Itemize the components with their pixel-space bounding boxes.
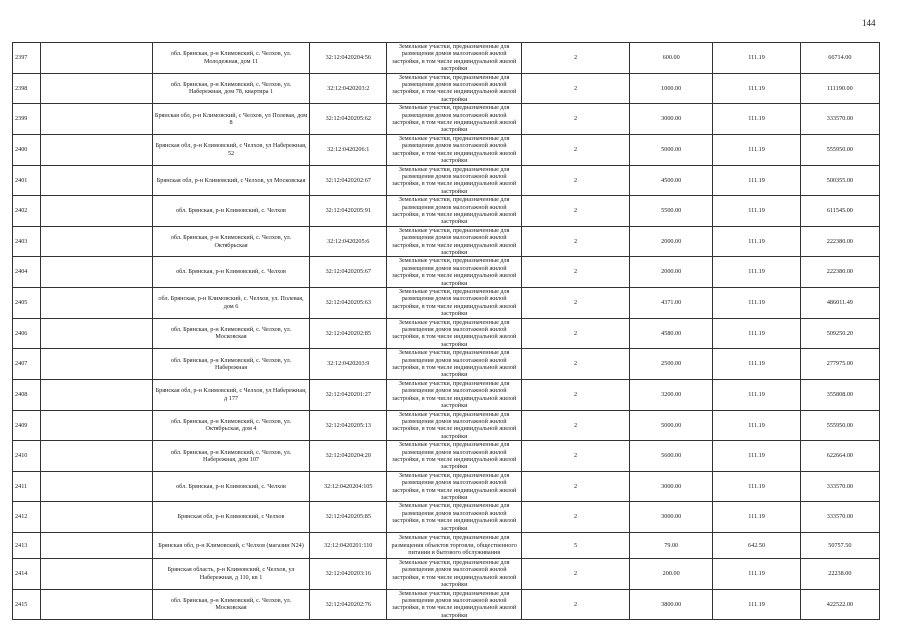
area-cell: 3000.00 (630, 502, 713, 533)
cadastral-number-cell: 32:12:0420205:63 (310, 288, 387, 319)
empty-cell (40, 43, 152, 74)
specific-value-cell: 111.19 (713, 73, 800, 104)
area-cell: 79.00 (630, 533, 713, 559)
cadastral-number-cell: 32:12:0420205:6 (310, 226, 387, 257)
area-cell: 5000.00 (630, 134, 713, 165)
empty-cell (40, 226, 152, 257)
cadastral-value-cell: 277975.00 (800, 349, 879, 380)
land-use-cell: Земельные участки, предназначенные для размещения домов малоэтажной жилой застройки, в том числе индивидуальной жилой застройки (387, 165, 522, 196)
address-cell: обл. Брянская, р-н Климовский, с. Челхов, ул. Московская (152, 318, 309, 349)
cadastral-value-cell: 509250.20 (800, 318, 879, 349)
area-cell: 4371.00 (630, 288, 713, 319)
row-number-cell: 2404 (13, 257, 41, 288)
row-number-cell: 2397 (13, 43, 41, 74)
cadastral-number-cell: 32:12:0420204:105 (310, 471, 387, 502)
area-cell: 4500.00 (630, 165, 713, 196)
specific-value-cell: 111.19 (713, 104, 800, 135)
land-use-cell: Земельные участки, предназначенные для размещения домов малоэтажной жилой застройки, в том числе индивидуальной жилой застройки (387, 559, 522, 590)
land-use-cell: Земельные участки, предназначенные для размещения домов малоэтажной жилой застройки, в том числе индивидуальной жилой застройки (387, 589, 522, 620)
area-cell: 3200.00 (630, 379, 713, 410)
use-group-cell: 2 (522, 196, 630, 227)
use-group-cell: 2 (522, 288, 630, 319)
empty-cell (40, 502, 152, 533)
address-cell: обл. Брянская, р-н Климовский, с. Челхов, ул. Набережная (152, 349, 309, 380)
address-cell: Брянская обл, р-н Климовский, с Челхов (152, 502, 309, 533)
row-number-cell: 2410 (13, 441, 41, 472)
row-number-cell: 2401 (13, 165, 41, 196)
cadastral-number-cell: 32:12:0420205:67 (310, 257, 387, 288)
empty-cell (40, 589, 152, 620)
land-use-cell: Земельные участки, предназначенные для размещения домов малоэтажной жилой застройки, в том числе индивидуальной жилой застройки (387, 196, 522, 227)
use-group-cell: 2 (522, 134, 630, 165)
address-cell: обл. Брянская, р-н Климовский, с. Челхов, ул. Молодежная, дом 11 (152, 43, 309, 74)
address-cell: обл. Брянская, р-н Климовский, с. Челхов, ул. Набережная, дом 107 (152, 441, 309, 472)
specific-value-cell: 642.50 (713, 533, 800, 559)
cadastral-number-cell: 32:12:0420205:85 (310, 502, 387, 533)
table-body (13, 43, 880, 620)
land-use-cell: Земельные участки, предназначенные для размещения домов малоэтажной жилой застройки, в том числе индивидуальной жилой застройки (387, 104, 522, 135)
cadastral-value-cell: 333570.00 (800, 502, 879, 533)
area-cell: 5600.00 (630, 441, 713, 472)
land-use-cell: Земельные участки, предназначенные для размещения домов малоэтажной жилой застройки, в том числе индивидуальной жилой застройки (387, 318, 522, 349)
table-row (13, 196, 880, 227)
row-number-cell: 2414 (13, 559, 41, 590)
address-cell: обл. Брянская, р-н Климовский, с. Челхов, ул. Октябрьская (152, 226, 309, 257)
cadastral-value-cell: 422522.00 (800, 589, 879, 620)
row-number-cell: 2406 (13, 318, 41, 349)
address-cell: обл. Брянская, р-н Климовский, с. Челхов, ул. Набережная, дом 78, квартира 1 (152, 73, 309, 104)
specific-value-cell: 111.19 (713, 589, 800, 620)
row-number-cell: 2413 (13, 533, 41, 559)
use-group-cell: 2 (522, 226, 630, 257)
address-cell: Брянская обл, р-н Климовский, с Челхов (магазин N24) (152, 533, 309, 559)
cadastral-value-cell: 486011.49 (800, 288, 879, 319)
cadastral-value-cell: 111190.00 (800, 73, 879, 104)
empty-cell (40, 318, 152, 349)
use-group-cell: 5 (522, 533, 630, 559)
land-use-cell: Земельные участки, предназначенные для размещения домов малоэтажной жилой застройки, в том числе индивидуальной жилой застройки (387, 226, 522, 257)
row-number-cell: 2402 (13, 196, 41, 227)
table-row (13, 43, 880, 74)
table-row (13, 589, 880, 620)
use-group-cell: 2 (522, 318, 630, 349)
area-cell: 2000.00 (630, 257, 713, 288)
empty-cell (40, 441, 152, 472)
specific-value-cell: 111.19 (713, 379, 800, 410)
row-number-cell: 2412 (13, 502, 41, 533)
cadastral-number-cell: 32:12:0420206:1 (310, 134, 387, 165)
specific-value-cell: 111.19 (713, 165, 800, 196)
area-cell: 5000.00 (630, 410, 713, 441)
area-cell: 3800.00 (630, 589, 713, 620)
cadastral-value-cell: 555950.00 (800, 410, 879, 441)
row-number-cell: 2411 (13, 471, 41, 502)
cadastral-value-cell: 622664.00 (800, 441, 879, 472)
table-row (13, 104, 880, 135)
table-row (13, 226, 880, 257)
cadastral-value-cell: 66714.00 (800, 43, 879, 74)
table-row (13, 349, 880, 380)
row-number-cell: 2399 (13, 104, 41, 135)
use-group-cell: 2 (522, 410, 630, 441)
row-number-cell: 2400 (13, 134, 41, 165)
table-row (13, 318, 880, 349)
use-group-cell: 2 (522, 165, 630, 196)
empty-cell (40, 379, 152, 410)
empty-cell (40, 471, 152, 502)
area-cell: 2500.00 (630, 349, 713, 380)
table-row (13, 559, 880, 590)
empty-cell (40, 104, 152, 135)
cadastral-number-cell: 32:12:0420205:13 (310, 410, 387, 441)
land-use-cell: Земельные участки, предназначенные для размещения домов малоэтажной жилой застройки, в том числе индивидуальной жилой застройки (387, 288, 522, 319)
cadastral-number-cell: 32:12:0420204:20 (310, 441, 387, 472)
specific-value-cell: 111.19 (713, 559, 800, 590)
use-group-cell: 2 (522, 589, 630, 620)
cadastral-number-cell: 32:12:0420203:16 (310, 559, 387, 590)
cadastral-number-cell: 32:12:0420204:56 (310, 43, 387, 74)
cadastral-number-cell: 32:12:0420203:9 (310, 349, 387, 380)
land-use-cell: Земельные участки, предназначенные для размещения домов малоэтажной жилой застройки, в том числе индивидуальной жилой застройки (387, 349, 522, 380)
use-group-cell: 2 (522, 471, 630, 502)
address-cell: Брянская обл, р-н Климовский, с Челхов, ул Набережная, 52 (152, 134, 309, 165)
cadastral-number-cell: 32:12:0420201:27 (310, 379, 387, 410)
empty-cell (40, 349, 152, 380)
land-use-cell: Земельные участки, предназначенные для размещения домов малоэтажной жилой застройки, в том числе индивидуальной жилой застройки (387, 134, 522, 165)
empty-cell (40, 134, 152, 165)
specific-value-cell: 111.19 (713, 471, 800, 502)
empty-cell (40, 288, 152, 319)
use-group-cell: 2 (522, 502, 630, 533)
empty-cell (40, 410, 152, 441)
land-use-cell: Земельные участки, предназначенные для размещения объектов торговли, общественного питания и бытового обслуживания (387, 533, 522, 559)
table-row (13, 134, 880, 165)
table-row (13, 165, 880, 196)
cadastral-number-cell: 32:12:0420202:67 (310, 165, 387, 196)
address-cell: обл. Брянская, р-н Климовский, с. Челхов, ул. Московская (152, 589, 309, 620)
cadastral-number-cell: 32:12:0420205:62 (310, 104, 387, 135)
specific-value-cell: 111.19 (713, 349, 800, 380)
use-group-cell: 2 (522, 441, 630, 472)
area-cell: 2000.00 (630, 226, 713, 257)
specific-value-cell: 111.19 (713, 43, 800, 74)
table-row (13, 502, 880, 533)
use-group-cell: 2 (522, 349, 630, 380)
specific-value-cell: 111.19 (713, 257, 800, 288)
empty-cell (40, 533, 152, 559)
cadastral-number-cell: 32:12:0420201:110 (310, 533, 387, 559)
use-group-cell: 2 (522, 257, 630, 288)
specific-value-cell: 111.19 (713, 410, 800, 441)
cadastral-number-cell: 32:12:0420202:85 (310, 318, 387, 349)
use-group-cell: 2 (522, 43, 630, 74)
row-number-cell: 2408 (13, 379, 41, 410)
cadastral-value-cell: 555950.00 (800, 134, 879, 165)
cadastral-value-cell: 222380.00 (800, 257, 879, 288)
area-cell: 3000.00 (630, 104, 713, 135)
address-cell: обл. Брянская, р-н Климовский, с. Челхов (152, 257, 309, 288)
cadastral-number-cell: 32:12:0420203:2 (310, 73, 387, 104)
cadastral-value-cell: 333570.00 (800, 104, 879, 135)
cadastral-value-cell: 333570.00 (800, 471, 879, 502)
use-group-cell: 2 (522, 379, 630, 410)
row-number-cell: 2407 (13, 349, 41, 380)
land-use-cell: Земельные участки, предназначенные для размещения домов малоэтажной жилой застройки, в том числе индивидуальной жилой застройки (387, 73, 522, 104)
table-row (13, 533, 880, 559)
cadastral-value-cell: 50757.50 (800, 533, 879, 559)
row-number-cell: 2403 (13, 226, 41, 257)
use-group-cell: 2 (522, 104, 630, 135)
empty-cell (40, 257, 152, 288)
address-cell: Брянская область, р-н Климовский, с Челхов, ул Набережная, д 110, кв 1 (152, 559, 309, 590)
row-number-cell: 2398 (13, 73, 41, 104)
specific-value-cell: 111.19 (713, 318, 800, 349)
cadastral-number-cell: 32:12:0420202:76 (310, 589, 387, 620)
area-cell: 4580.00 (630, 318, 713, 349)
cadastral-value-cell: 222380.00 (800, 226, 879, 257)
land-use-cell: Земельные участки, предназначенные для размещения домов малоэтажной жилой застройки, в том числе индивидуальной жилой застройки (387, 410, 522, 441)
empty-cell (40, 559, 152, 590)
specific-value-cell: 111.19 (713, 441, 800, 472)
use-group-cell: 2 (522, 559, 630, 590)
table-row (13, 288, 880, 319)
land-use-cell: Земельные участки, предназначенные для размещения домов малоэтажной жилой застройки, в том числе индивидуальной жилой застройки (387, 43, 522, 74)
row-number-cell: 2409 (13, 410, 41, 441)
land-use-cell: Земельные участки, предназначенные для размещения домов малоэтажной жилой застройки, в том числе индивидуальной жилой застройки (387, 379, 522, 410)
cadastral-value-cell: 611545.00 (800, 196, 879, 227)
land-use-cell: Земельные участки, предназначенные для размещения домов малоэтажной жилой застройки, в том числе индивидуальной жилой застройки (387, 441, 522, 472)
specific-value-cell: 111.19 (713, 134, 800, 165)
address-cell: обл. Брянская, р-н Климовский, с. Челхов, ул. Полевая, дом 6 (152, 288, 309, 319)
table-row (13, 379, 880, 410)
land-use-cell: Земельные участки, предназначенные для размещения домов малоэтажной жилой застройки, в том числе индивидуальной жилой застройки (387, 471, 522, 502)
area-cell: 200.00 (630, 559, 713, 590)
area-cell: 3000.00 (630, 471, 713, 502)
area-cell: 600.00 (630, 43, 713, 74)
row-number-cell: 2405 (13, 288, 41, 319)
table-row (13, 471, 880, 502)
land-use-cell: Земельные участки, предназначенные для размещения домов малоэтажной жилой застройки, в том числе индивидуальной жилой застройки (387, 502, 522, 533)
address-cell: обл. Брянская, р-н Климовский, с. Челхов (152, 196, 309, 227)
address-cell: обл. Брянская, р-н Климовский, с. Челхов (152, 471, 309, 502)
address-cell: Брянская обл, р-н Климовский, с Челхов, ул Московская (152, 165, 309, 196)
cadastral-value-table (12, 42, 880, 620)
address-cell: обл. Брянская, р-н Климовский, с. Челхов, ул. Октябрьская, дом 4 (152, 410, 309, 441)
cadastral-value-cell: 500355.00 (800, 165, 879, 196)
empty-cell (40, 196, 152, 227)
row-number-cell: 2415 (13, 589, 41, 620)
empty-cell (40, 73, 152, 104)
specific-value-cell: 111.19 (713, 502, 800, 533)
specific-value-cell: 111.19 (713, 226, 800, 257)
specific-value-cell: 111.19 (713, 288, 800, 319)
table-row (13, 73, 880, 104)
page-number: 144 (862, 18, 876, 28)
cadastral-value-cell: 22238.00 (800, 559, 879, 590)
address-cell: Брянская обл, р-н Климовский, с Челхов, ул Полевая, дом 8 (152, 104, 309, 135)
use-group-cell: 2 (522, 73, 630, 104)
table-row (13, 410, 880, 441)
cadastral-value-cell: 355808.00 (800, 379, 879, 410)
cadastral-number-cell: 32:12:0420205:91 (310, 196, 387, 227)
land-use-cell: Земельные участки, предназначенные для размещения домов малоэтажной жилой застройки, в том числе индивидуальной жилой застройки (387, 257, 522, 288)
area-cell: 5500.00 (630, 196, 713, 227)
specific-value-cell: 111.19 (713, 196, 800, 227)
empty-cell (40, 165, 152, 196)
table-row (13, 257, 880, 288)
table-row (13, 441, 880, 472)
area-cell: 1000.00 (630, 73, 713, 104)
address-cell: Брянская обл, р-н Климовский, с Челхов, ул Набережная, д 177 (152, 379, 309, 410)
